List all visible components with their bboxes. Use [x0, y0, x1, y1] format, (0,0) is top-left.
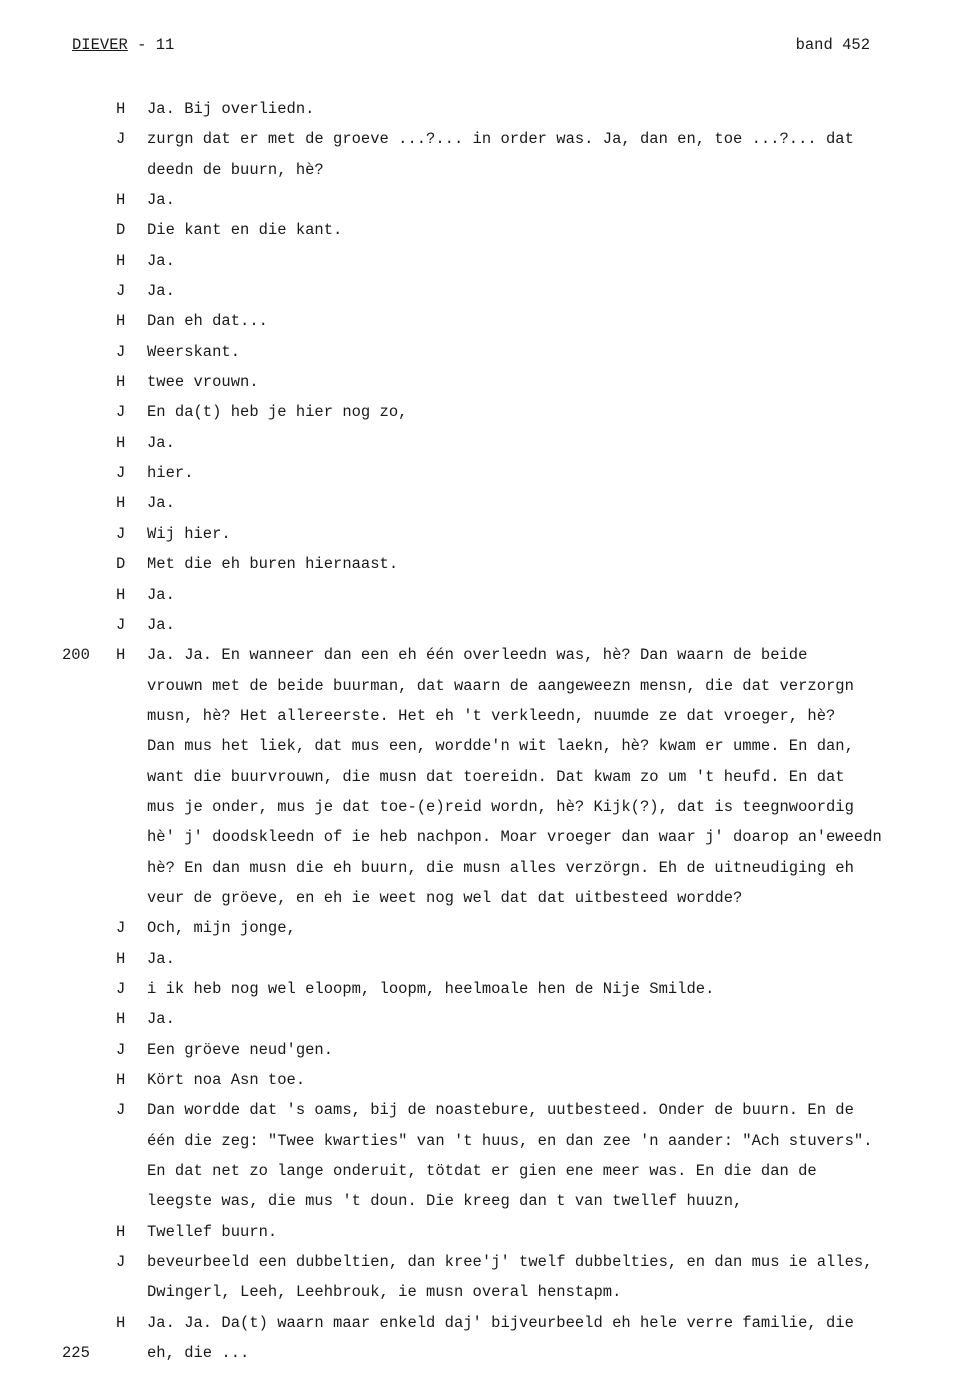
transcript-line	[0, 762, 966, 792]
transcript-line	[0, 1004, 966, 1034]
transcript-line	[0, 215, 966, 245]
transcript-line	[0, 337, 966, 367]
utterance-text: Ja. Bij overliedn.	[147, 100, 315, 118]
speaker-label: J	[116, 1253, 126, 1272]
utterance-text: eh, die ...	[147, 1344, 250, 1363]
transcript-line	[0, 94, 966, 124]
transcript-line	[0, 580, 966, 610]
transcript-line	[0, 155, 966, 185]
utterance-text: vrouwn met de beide buurman, dat waarn de aangeweezn mensn, die dat verzorgn	[147, 676, 854, 695]
transcript-line	[0, 549, 966, 579]
speaker-label: H	[116, 1313, 126, 1332]
transcript-line	[0, 488, 966, 518]
utterance-text: i ik heb nog wel eloopm, loopm, heelmoale hen de Nije Smilde.	[147, 979, 715, 998]
transcript-turn	[0, 913, 966, 943]
transcript-line	[0, 185, 966, 215]
transcript-line	[0, 1217, 966, 1247]
transcript-line	[0, 822, 966, 852]
utterance-text: Ja.	[147, 282, 175, 301]
transcript-line	[0, 1277, 966, 1307]
transcript-turn	[0, 580, 966, 610]
speaker-label: J	[116, 979, 126, 998]
transcript-turn	[0, 1035, 966, 1065]
utterance-text: Een gröeve neud'gen.	[147, 1040, 334, 1059]
transcript-turn	[0, 974, 966, 1004]
transcript-turn	[0, 519, 966, 549]
transcript-line	[0, 428, 966, 458]
transcript-turn	[0, 337, 966, 367]
utterance-text: Ja. Ja. En wanneer dan een eh één overleedn was, hè? Dan waarn de beide	[147, 646, 808, 665]
utterance-text: Ja.	[147, 433, 175, 452]
transcript-turn	[0, 215, 966, 245]
transcript-turn	[0, 1004, 966, 1034]
speaker-label: H	[116, 949, 126, 968]
utterance-text: Ja.	[147, 949, 175, 968]
utterance-text: hè' j' doodskleedn of ie heb nachpon. Moar vroeger dan waar j' doarop an'eweedn	[147, 828, 882, 847]
speaker-label: H	[116, 312, 126, 331]
transcript-line	[0, 458, 966, 488]
speaker-label: H	[116, 100, 126, 118]
transcript-line	[0, 944, 966, 974]
transcript-turn	[0, 1065, 966, 1095]
transcript-line	[0, 640, 966, 670]
transcript-turn	[0, 367, 966, 397]
transcript-turn	[0, 276, 966, 306]
transcript-line	[0, 519, 966, 549]
header-page-number: - 11	[127, 36, 175, 54]
transcript-line	[0, 124, 966, 154]
utterance-text: Ja.	[147, 1010, 175, 1029]
utterance-text: Dan eh dat...	[147, 312, 268, 331]
speaker-label: J	[116, 464, 126, 483]
utterance-text: En da(t) heb je hier nog zo,	[147, 403, 408, 422]
transcript-line	[0, 1095, 966, 1125]
speaker-label: J	[116, 282, 126, 301]
transcript-turn	[0, 488, 966, 518]
transcript-line	[0, 610, 966, 640]
speaker-label: J	[116, 403, 126, 422]
utterance-text: leegste was, die mus 't doun. Die kreeg dan t van twellef huuzn,	[147, 1192, 743, 1211]
transcript-line	[0, 397, 966, 427]
speaker-label: H	[116, 1222, 126, 1241]
speaker-label: J	[116, 1101, 126, 1120]
header-left	[72, 36, 174, 54]
transcript-line	[0, 306, 966, 336]
transcript-line	[0, 1065, 966, 1095]
speaker-label: H	[116, 646, 126, 665]
transcript-line	[0, 1126, 966, 1156]
speaker-label: J	[116, 919, 126, 938]
transcript-line	[0, 1186, 966, 1216]
utterance-text: Ja.	[147, 251, 175, 270]
header-place: DIEVER	[72, 36, 128, 54]
transcript-turn	[0, 458, 966, 488]
speaker-label: D	[116, 555, 126, 574]
transcript-turn	[0, 1247, 966, 1308]
utterance-text: Met die eh buren hiernaast.	[147, 555, 399, 574]
line-number: 225	[62, 1344, 90, 1363]
transcript-turn	[0, 549, 966, 579]
transcript-line	[0, 731, 966, 761]
speaker-label: H	[116, 1010, 126, 1029]
utterance-text: Weerskant.	[147, 342, 241, 361]
utterance-text: mus je onder, mus je dat toe-(e)reid wordn, hè? Kijk(?), dat is teegnwoordig	[147, 797, 854, 816]
utterance-text: Dan wordde dat 's oams, bij de noastebure, uutbesteed. Onder de buurn. En de	[147, 1101, 854, 1120]
utterance-text: want die buurvrouwn, die musn dat toereidn. Dat kwam zo um 't heufd. En dat	[147, 767, 845, 786]
transcript-turn	[0, 610, 966, 640]
utterance-text: Wij hier.	[147, 524, 231, 543]
header-band: band 452	[795, 36, 870, 54]
transcript-turn	[0, 397, 966, 427]
transcript-line	[0, 1338, 966, 1368]
transcript-turn	[0, 1217, 966, 1247]
utterance-text: beveurbeeld een dubbeltien, dan kree'j' twelf dubbelties, en dan mus ie alles,	[147, 1253, 873, 1272]
transcript-line	[0, 1156, 966, 1186]
speaker-label: J	[116, 130, 126, 149]
utterance-text: Dwingerl, Leeh, Leehbrouk, ie musn overal henstapm.	[147, 1283, 622, 1302]
transcript-turn	[0, 428, 966, 458]
utterance-text: één die zeg: "Twee kwarties" van 't huus, en dan zee 'n aander: "Ach stuvers".	[147, 1131, 873, 1150]
speaker-label: D	[116, 221, 126, 240]
utterance-text: Die kant en die kant.	[147, 221, 343, 240]
transcript-line	[0, 792, 966, 822]
transcript-turn	[0, 124, 966, 185]
utterance-text: En dat net zo lange onderuit, tötdat er gien ene meer was. En die dan de	[147, 1162, 817, 1181]
utterance-text: deedn de buurn, hè?	[147, 160, 324, 179]
transcript-turn	[0, 306, 966, 336]
utterance-text: veur de gröeve, en eh ie weet nog wel dat dat uitbesteed wordde?	[147, 888, 743, 907]
speaker-label: J	[116, 615, 126, 634]
utterance-text: Ja.	[147, 191, 175, 210]
transcript-line	[0, 913, 966, 943]
speaker-label: H	[116, 433, 126, 452]
transcript-turn	[0, 185, 966, 215]
speaker-label: H	[116, 494, 126, 513]
line-number: 200	[62, 646, 90, 665]
transcript-line	[0, 1308, 966, 1338]
utterance-text: Ja.	[147, 585, 175, 604]
transcript-line	[0, 1035, 966, 1065]
utterance-text: Ja.	[147, 615, 175, 634]
utterance-text: Och, mijn jonge,	[147, 919, 296, 938]
speaker-label: H	[116, 191, 126, 210]
utterance-text: Twellef buurn.	[147, 1222, 278, 1241]
utterance-text: zurgn dat er met de groeve ...?... in order was. Ja, dan en, toe ...?... dat	[147, 130, 854, 149]
transcript-line	[0, 883, 966, 913]
utterance-text: Ja. Ja. Da(t) waarn maar enkeld daj' bijveurbeeld eh hele verre familie, die	[147, 1313, 854, 1332]
speaker-label: H	[116, 251, 126, 270]
transcript-line	[0, 671, 966, 701]
utterance-text: Dan mus het liek, dat mus een, wordde'n wit laekn, hè? kwam er umme. En dan,	[147, 737, 854, 756]
speaker-label: H	[116, 1071, 126, 1089]
speaker-label: J	[116, 342, 126, 361]
utterance-text: Kört noa Asn toe.	[147, 1071, 306, 1089]
utterance-text: hè? En dan musn die eh buurn, die musn alles verzörgn. Eh de uitneudiging eh	[147, 858, 854, 877]
transcript-line	[0, 1247, 966, 1277]
speaker-label: J	[116, 1040, 126, 1059]
transcript-line	[0, 701, 966, 731]
transcript	[0, 94, 966, 1368]
transcript-turn	[0, 94, 966, 124]
utterance-text: Ja.	[147, 494, 175, 513]
transcript-turn	[0, 246, 966, 276]
transcript-line	[0, 367, 966, 397]
speaker-label: H	[116, 373, 126, 392]
page-header	[72, 36, 870, 58]
utterance-text: twee vrouwn.	[147, 373, 259, 392]
speaker-label: H	[116, 585, 126, 604]
utterance-text: musn, hè? Het allereerste. Het eh 't verkleedn, nuumde ze dat vroeger, hè?	[147, 706, 836, 725]
transcript-turn	[0, 640, 966, 913]
transcript-line	[0, 246, 966, 276]
transcript-line	[0, 974, 966, 1004]
utterance-text: hier.	[147, 464, 194, 483]
transcript-turn	[0, 944, 966, 974]
transcript-turn	[0, 1308, 966, 1369]
speaker-label: J	[116, 524, 126, 543]
transcript-turn	[0, 1095, 966, 1216]
transcript-line	[0, 853, 966, 883]
transcript-line	[0, 276, 966, 306]
